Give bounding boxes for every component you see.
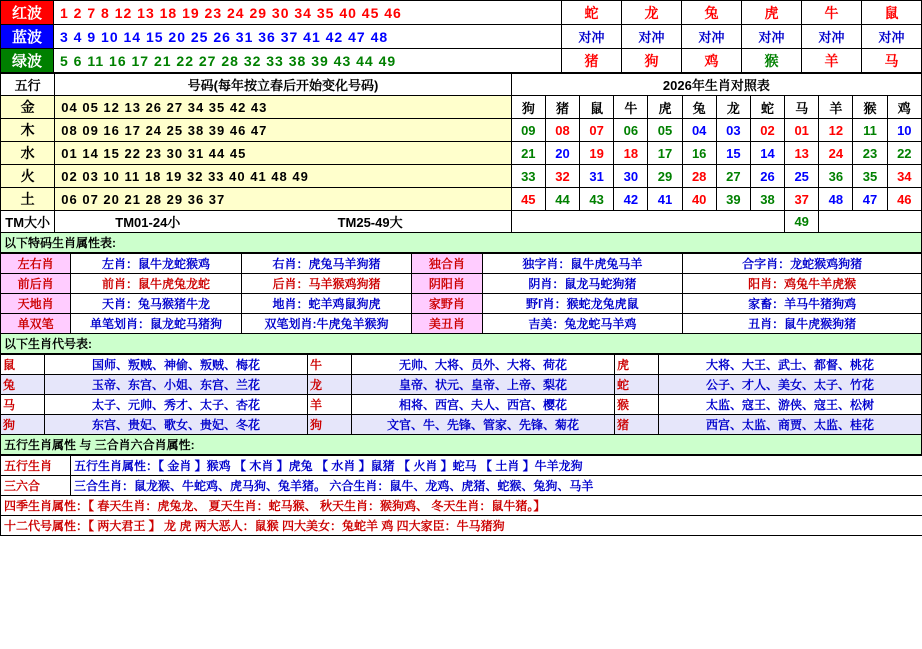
table-row [1,415,922,435]
table-row [1,49,922,73]
daihao-animal-1a: 兔 [1,375,45,395]
element-numbers-fire: 02 03 10 11 18 19 32 33 40 41 48 49 [55,165,511,188]
table-row [1,456,922,476]
table-row [1,211,922,233]
daihao-animal-1c: 蛇 [614,375,658,395]
wood-num-7: 02 [750,119,784,142]
wood-num-9: 12 [819,119,853,142]
attr-label-danshuang: 单双笔 [1,314,71,334]
water-num-11: 22 [887,142,921,165]
fire-num-0: 33 [511,165,545,188]
zodiac-top-4: 牛 [802,1,862,25]
daihao-text-3b: 文官、牛、先锋、管家、先锋、菊花 [352,415,615,435]
table-row [1,314,922,334]
table-row [1,142,922,165]
daihao-text-0b: 无帅、大将、员外、大将、荷花 [352,355,615,375]
zodiac-bottom-2: 鸡 [682,49,742,73]
element-name-fire: 火 [1,165,55,188]
wave-numbers-blue: 3 4 9 10 14 15 20 25 26 31 36 37 41 42 47 48 [54,25,562,49]
daihao-animal-3c: 猪 [614,415,658,435]
fire-num-11: 34 [887,165,921,188]
daihao-animal-0b: 牛 [307,355,351,375]
zodiac-col-3: 牛 [614,96,648,119]
earth-num-1: 44 [545,188,579,211]
zodiac-bottom-1: 狗 [622,49,682,73]
fire-num-5: 28 [682,165,716,188]
table-row [1,274,922,294]
zodiac-bottom-4: 羊 [802,49,862,73]
attr-danbi: 单笔划肖：鼠龙蛇马猪狗 [71,314,242,334]
attr-yexiao: 野ľ肖：猴蛇龙兔虎鼠 [482,294,683,314]
fire-num-3: 30 [614,165,648,188]
daihao-text-0a: 国师、叛贼、神偷、叛贼、梅花 [45,355,308,375]
attr-label-zuoyou: 左右肖 [1,254,71,274]
zodiac-bottom-0: 猪 [562,49,622,73]
earth-num-0: 45 [511,188,545,211]
zodiac-top-2: 兔 [682,1,742,25]
zodiac-col-10: 猴 [853,96,887,119]
bottom-text-shier: 十二代号属性：【 两大君王 】 龙 虎 两大恶人：鼠猴 四大美女：兔蛇羊 鸡 四大家臣：牛马猪狗 [1,516,922,536]
earth-num-8: 37 [785,188,819,211]
wood-num-6: 03 [716,119,750,142]
zodiac-top-1: 龙 [622,1,682,25]
table-row [1,119,922,142]
attr-duzixiao: 独字肖：鼠牛虎兔马羊 [482,254,683,274]
table-row [1,294,922,314]
wood-num-11: 10 [887,119,921,142]
tm-value: 49 [785,211,819,233]
tm-label: TM大小 [1,211,55,233]
element-name-earth: 土 [1,188,55,211]
daihao-animal-3b: 狗 [307,415,351,435]
water-num-3: 18 [614,142,648,165]
daihao-section-title: 以下生肖代号表: [0,334,922,354]
water-num-8: 13 [785,142,819,165]
daihao-text-3c: 西宫、太监、商贾、太监、桂花 [659,415,922,435]
attr-youxiao: 右肖：虎兔马羊狗猪 [241,254,412,274]
table-row [1,375,922,395]
table-row [1,74,922,96]
wave-label-blue: 蓝波 [1,25,54,49]
earth-num-11: 46 [887,188,921,211]
wood-num-10: 11 [853,119,887,142]
water-num-5: 16 [682,142,716,165]
attr-jimei: 吉美：兔龙蛇马羊鸡 [482,314,683,334]
zodiac-bottom-3: 猴 [742,49,802,73]
daihao-text-1a: 玉帝、东宫、小姐、东宫、兰花 [45,375,308,395]
duichong-4: 对冲 [802,25,862,49]
daihao-animal-2a: 马 [1,395,45,415]
wood-num-1: 08 [545,119,579,142]
zodiac-col-6: 龙 [716,96,750,119]
water-num-4: 17 [648,142,682,165]
attr-qianxiao: 前肖：鼠牛虎兔龙蛇 [71,274,242,294]
daihao-animal-0c: 虎 [614,355,658,375]
table-row [1,496,922,516]
element-name-water: 水 [1,142,55,165]
table-row [1,25,922,49]
attr-hezixiao: 合字肖：龙蛇猴鸡狗猪 [683,254,922,274]
wave-numbers-red: 1 2 7 8 12 13 18 19 23 24 29 30 34 35 40 45 46 [54,1,562,25]
attr-shuangbi: 双笔划肖:牛虎兔羊猴狗 [241,314,412,334]
water-num-0: 21 [511,142,545,165]
table-row [1,476,922,496]
tm-big-text: TM25-49大 [337,215,403,230]
daihao-text-1b: 皇帝、状元、皇帝、上帝、梨花 [352,375,615,395]
fire-num-2: 31 [580,165,614,188]
water-num-1: 20 [545,142,579,165]
daihao-animal-1b: 龙 [307,375,351,395]
daihao-text-2a: 太子、元帅、秀才、太子、杏花 [45,395,308,415]
fire-num-1: 32 [545,165,579,188]
attr-section-title: 以下特码生肖属性表: [0,233,922,253]
table-row [1,96,922,119]
element-name-wood: 木 [1,119,55,142]
daihao-animal-2b: 羊 [307,395,351,415]
daihao-text-0c: 大将、大王、武士、都督、桃花 [659,355,922,375]
daihao-text-2c: 太监、寇王、游侠、寇王、松树 [659,395,922,415]
table-row [1,254,922,274]
duichong-3: 对冲 [742,25,802,49]
zodiac-top-3: 虎 [742,1,802,25]
element-numbers-earth: 06 07 20 21 28 29 36 37 [55,188,511,211]
element-numbers-water: 01 14 15 22 23 30 31 44 45 [55,142,511,165]
five-elements-header: 五行 [1,74,55,96]
attr-label-duhe: 独合肖 [412,254,482,274]
wave-numbers-green: 5 6 11 16 17 21 22 27 28 32 33 38 39 43 44 49 [54,49,562,73]
attr-label-meichou: 美丑肖 [412,314,482,334]
fire-num-7: 26 [750,165,784,188]
earth-num-10: 47 [853,188,887,211]
bottom-label-sanliu: 三六合 [1,476,71,496]
daihao-text-1c: 公子、才人、美女、太子、竹花 [659,375,922,395]
duichong-1: 对冲 [622,25,682,49]
element-name-gold: 金 [1,96,55,119]
element-numbers-gold: 04 05 12 13 26 27 34 35 42 43 [55,96,511,119]
tm-small-text: TM01-24小 [115,215,181,230]
earth-num-4: 41 [648,188,682,211]
attr-zuoxiao: 左肖：鼠牛龙蛇猴鸡 [71,254,242,274]
bottom-text-sanliu: 三合生肖：鼠龙猴、牛蛇鸡、虎马狗、兔羊猪。 六合生肖：鼠牛、龙鸡、虎猪、蛇猴、兔狗、马羊 [71,476,922,496]
earth-num-6: 39 [716,188,750,211]
water-num-9: 24 [819,142,853,165]
zodiac-col-2: 鼠 [580,96,614,119]
table-row [1,188,922,211]
zodiac-col-0: 狗 [511,96,545,119]
wood-num-5: 04 [682,119,716,142]
attr-label-qianhou: 前后肖 [1,274,71,294]
attr-label-jiaye: 家野肖 [412,294,482,314]
attr-chouxiao: 丑肖：鼠牛虎猴狗猪 [683,314,922,334]
fire-num-6: 27 [716,165,750,188]
zodiac-col-5: 兔 [682,96,716,119]
duichong-2: 对冲 [682,25,742,49]
zodiac-col-7: 蛇 [750,96,784,119]
zodiac-chart-header: 2026年生肖对照表 [511,74,921,96]
bottom-section-title: 五行生肖属性 与 三合肖六合肖属性: [0,435,922,455]
duichong-0: 对冲 [562,25,622,49]
daihao-table [0,354,922,435]
tm-blank [511,211,784,233]
earth-num-5: 40 [682,188,716,211]
attr-jiaxu: 家畜：羊马牛猪狗鸡 [683,294,922,314]
element-numbers-wood: 08 09 16 17 24 25 38 39 46 47 [55,119,511,142]
bottom-table [0,455,922,536]
table-row [1,395,922,415]
bottom-text-wuxing: 五行生肖属性：【 金肖 】猴鸡 【 木肖 】虎兔 【 水肖 】鼠猪 【 火肖 】蛇马 【 土肖 】牛羊龙狗 [71,456,922,476]
tm-small [55,211,511,233]
wave-label-red: 红波 [1,1,54,25]
earth-num-7: 38 [750,188,784,211]
tm-blank2 [819,211,922,233]
fire-num-10: 35 [853,165,887,188]
earth-num-9: 48 [819,188,853,211]
table-row [1,1,922,25]
zodiac-col-9: 羊 [819,96,853,119]
wood-num-8: 01 [785,119,819,142]
table-row [1,165,922,188]
duichong-5: 对冲 [862,25,922,49]
daihao-text-2b: 相将、西宫、夫人、西宫、樱花 [352,395,615,415]
five-elements-table [0,73,922,233]
water-num-10: 23 [853,142,887,165]
bottom-label-wuxing: 五行生肖 [1,456,71,476]
wood-num-0: 09 [511,119,545,142]
earth-num-3: 42 [614,188,648,211]
table-row [1,516,922,536]
wave-table [0,0,922,73]
zodiac-col-8: 马 [785,96,819,119]
zodiac-col-11: 鸡 [887,96,921,119]
zodiac-col-1: 猪 [545,96,579,119]
earth-num-2: 43 [580,188,614,211]
water-num-2: 19 [580,142,614,165]
bottom-text-siji: 四季生肖属性：【 春天生肖：虎兔龙、 夏天生肖：蛇马猴、 秋天生肖：猴狗鸡、 冬天生肖：鼠牛猪。】 [1,496,922,516]
daihao-animal-2c: 猴 [614,395,658,415]
attr-label-tiandi: 天地肖 [1,294,71,314]
fire-num-4: 29 [648,165,682,188]
daihao-animal-0a: 鼠 [1,355,45,375]
zodiac-top-0: 蛇 [562,1,622,25]
table-row [1,355,922,375]
numbers-header: 号码(每年按立春后开始变化号码) [55,74,511,96]
water-num-7: 14 [750,142,784,165]
attr-tianxiao: 天肖：兔马猴猪牛龙 [71,294,242,314]
wood-num-4: 05 [648,119,682,142]
attr-yinxiao: 阴肖：鼠龙马蛇狗猪 [482,274,683,294]
water-num-6: 15 [716,142,750,165]
attr-yangxiao: 阳肖：鸡兔牛羊虎猴 [683,274,922,294]
attr-label-yinyang: 阴阳肖 [412,274,482,294]
fire-num-8: 25 [785,165,819,188]
wood-num-3: 06 [614,119,648,142]
daihao-text-3a: 东宫、贵妃、歌女、贵妃、冬花 [45,415,308,435]
wave-label-green: 绿波 [1,49,54,73]
wood-num-2: 07 [580,119,614,142]
zodiac-bottom-5: 马 [862,49,922,73]
zodiac-col-4: 虎 [648,96,682,119]
fire-num-9: 36 [819,165,853,188]
attr-dixiao: 地肖：蛇羊鸡鼠狗虎 [241,294,412,314]
zodiac-top-5: 鼠 [862,1,922,25]
attr-houxiao: 后肖：马羊猴鸡狗猪 [241,274,412,294]
attributes-table [0,253,922,334]
daihao-animal-3a: 狗 [1,415,45,435]
